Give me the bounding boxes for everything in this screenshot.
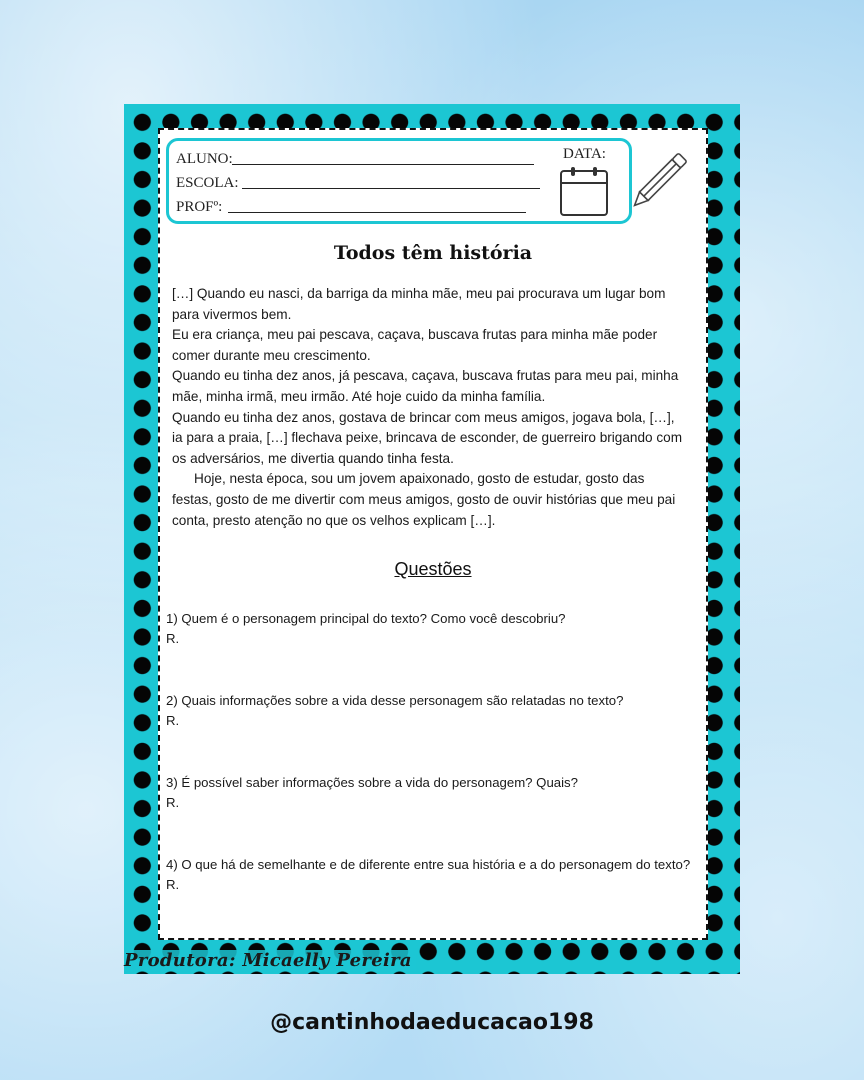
- question-text: 3) É possível saber informações sobre a vida do personagem? Quais?: [166, 775, 578, 790]
- question-text: 4) O que há de semelhante e de diferente entre sua história e a do personagem do texto?: [166, 857, 691, 872]
- pencil-icon: [630, 140, 700, 210]
- question-3: [166, 773, 704, 813]
- story-paragraph: Eu era criança, meu pai pescava, caçava, buscava frutas para minha mãe poder comer durante meu crescimento.: [172, 327, 658, 363]
- story-paragraph: Quando eu tinha dez anos, gostava de brincar com meus amigos, jogava bola, […], ia para a praia, […] flechava peixe, brincava de esconder, de guerreiro brigando com os adversários, me divertia quando tinha festa.: [172, 409, 683, 466]
- story-paragraph: […] Quando eu nasci, da barriga da minha mãe, meu pai procurava um lugar bom para vivermos bem.: [172, 286, 666, 322]
- story-paragraph: Quando eu tinha dez anos, já pescava, caçava, buscava frutas para meu pai, minha mãe, minha irmã, meu irmão. Até hoje cuido da minha família.: [172, 368, 679, 404]
- aluno-line: [232, 164, 534, 165]
- question-2: [166, 691, 704, 731]
- answer-label: R.: [166, 631, 180, 646]
- data-label: DATA:: [563, 146, 606, 162]
- story-paragraph: Hoje, nesta época, sou um jovem apaixonado, gosto de estudar, gosto das festas, gosto de me divertir com meus amigos, gosto de ouvir histórias que meu pai conta, presto atenção no que os velhos explicam […].: [172, 471, 676, 528]
- question-text: 2) Quais informações sobre a vida desse personagem são relatadas no texto?: [166, 693, 624, 708]
- answer-label: R.: [166, 713, 180, 728]
- calendar-icon: [560, 170, 608, 216]
- questions-title: Questões: [394, 559, 472, 579]
- answer-label: R.: [166, 795, 180, 810]
- question-1: [166, 609, 704, 649]
- escola-line: [242, 188, 540, 189]
- question-text: 1) Quem é o personagem principal do texto? Como você descobriu?: [166, 611, 566, 626]
- prof-line: [228, 212, 526, 213]
- page-title: Todos têm história: [333, 242, 533, 264]
- escola-label: ESCOLA:: [176, 175, 239, 191]
- prof-label: PROFº:: [176, 199, 223, 215]
- question-4: [166, 855, 704, 895]
- story-text: [172, 284, 684, 531]
- author-credit: Produtora: Micaelly Pereira: [124, 950, 416, 971]
- social-handle: @cantinhodaeducacao198: [270, 1010, 594, 1035]
- aluno-label: ALUNO:: [176, 151, 233, 167]
- answer-label: R.: [166, 877, 180, 892]
